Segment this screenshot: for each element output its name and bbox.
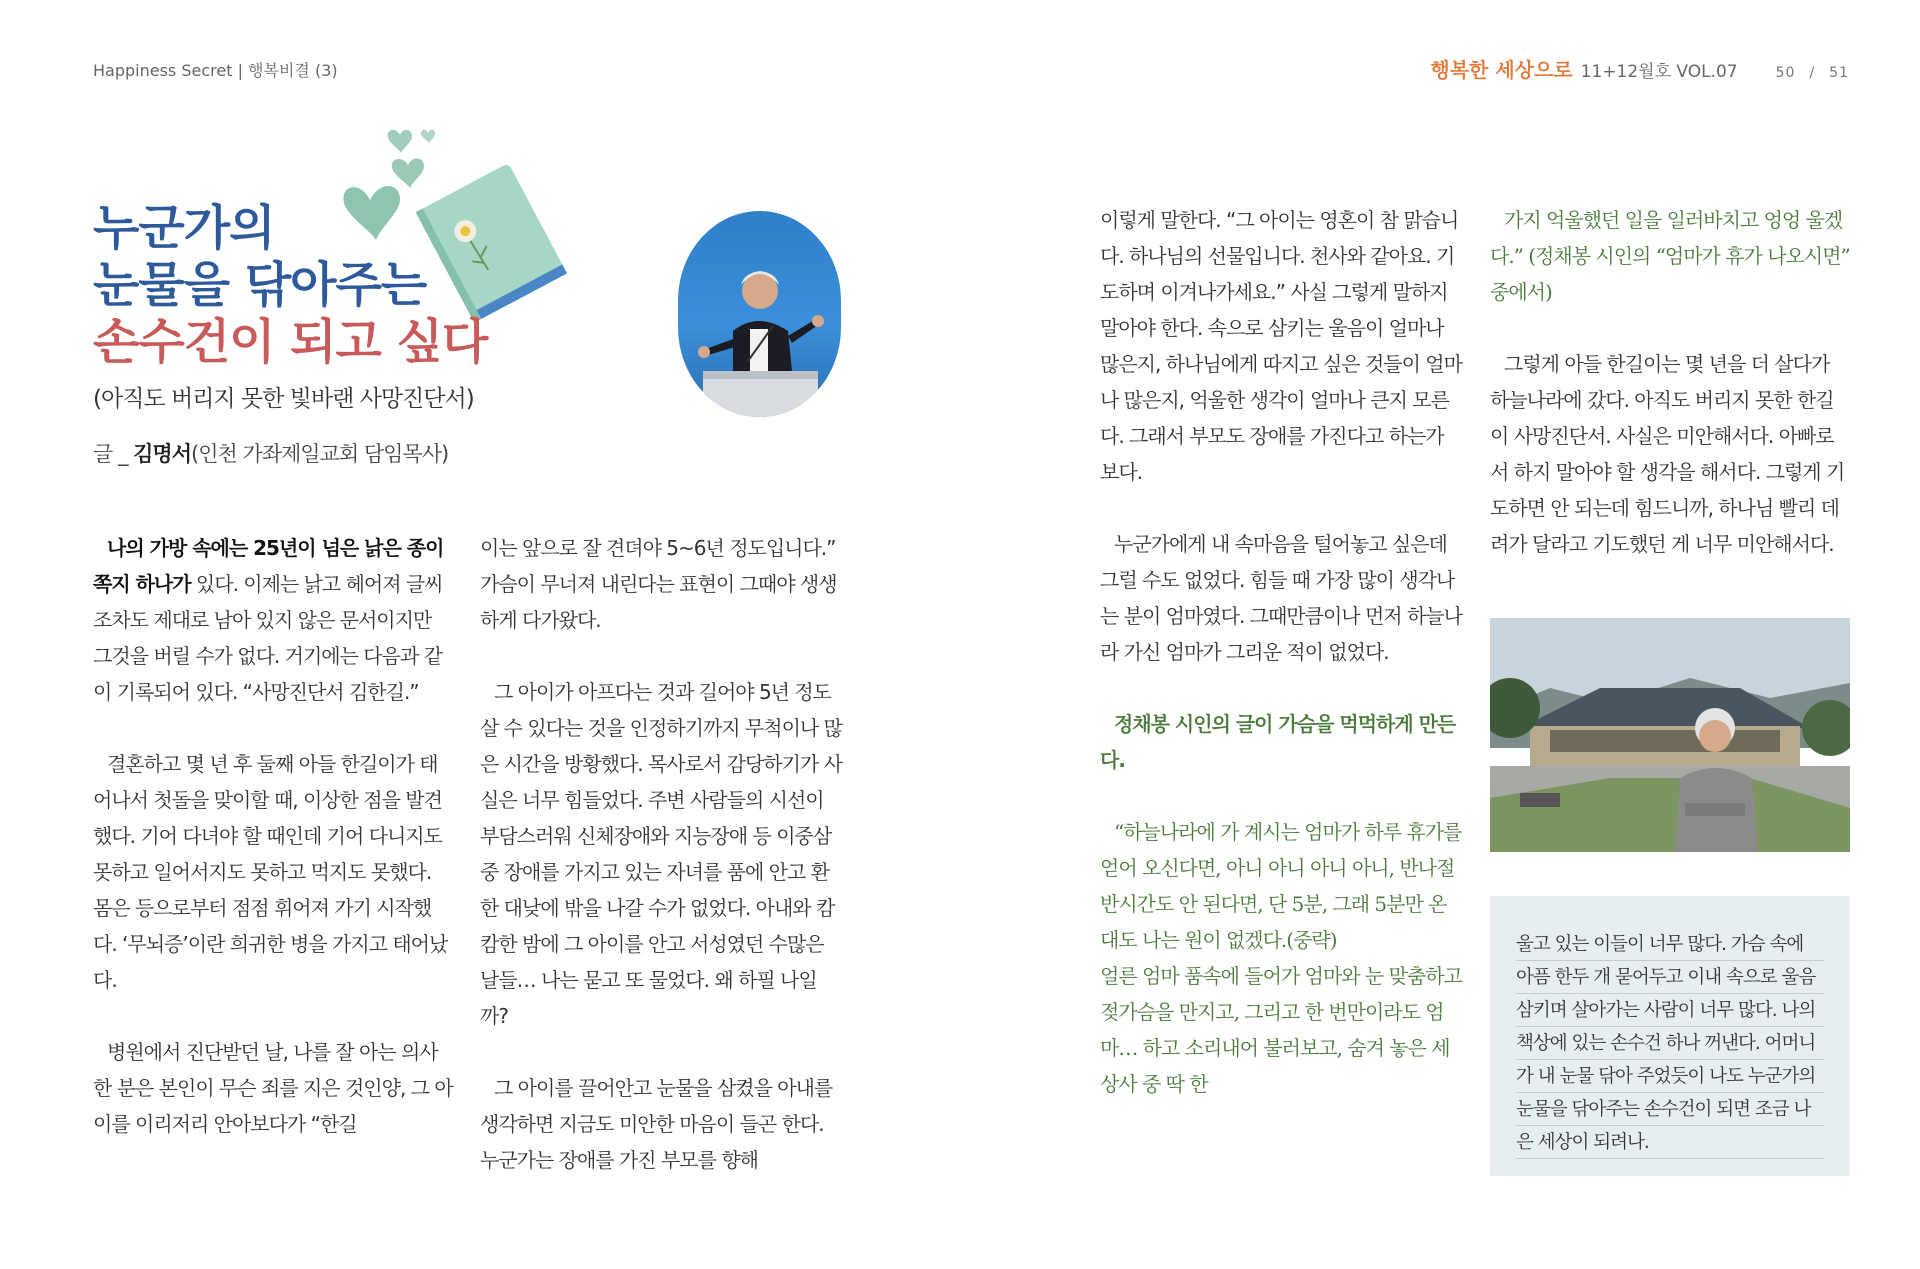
- paragraph-text: 있다. 이제는 낡고 헤어져 글씨조차도 제대로 남아 있지 않은 문서이지만 그것을 버릴 수가 없다. 거기에는 다음과 같이 기록되어 있다. “사망진단서 김한길.”: [93, 572, 443, 704]
- author-name: 김명서: [133, 442, 191, 466]
- title-line-1: 누군가의: [93, 200, 275, 256]
- paragraph: 누군가에게 내 속마음을 털어놓고 싶은데 그럴 수도 없었다. 힘들 때 가장 많이 생각나는 분이 엄마였다. 그때만큼이나 먼저 하늘나라 가신 엄마가 그리운 적이 없었다.: [1100, 532, 1462, 664]
- paragraph: 그렇게 아들 한길이는 몇 년을 더 살다가 하늘나라에 갔다. 아직도 버리지 못한 한길이 사망진단서. 사실은 미안해서다. 아빠로서 하지 말아야 할 생각을 해서다. 그렇게 기도하면 안 되는데 힘드니까, 하나님 빨리 데려가 달라고 기도했던 게 너무 미안해서다.: [1490, 352, 1845, 556]
- author-prefix: 글 _: [93, 442, 134, 466]
- page-number-left: 50: [1775, 65, 1796, 81]
- body-column-4: [1490, 202, 1850, 598]
- issue-label: 11+12월호 VOL.07: [1580, 62, 1738, 82]
- title-line-2: 눈물을 닦아주는: [93, 257, 427, 313]
- poem-quote-part-1: “하늘나라에 가 계시는 엄마가 하루 휴가를 얻어 오신다면, 아니 아니 아니 아니, 반나절 반시간도 안 된다면, 단 5분, 그래 5분만 온대도 나는 원이 없겠다.(중략): [1100, 820, 1462, 952]
- author-affiliation: (인천 가좌제일교회 담임목사): [191, 442, 449, 466]
- poem-quote-part-2: 얼른 엄마 품속에 들어가 엄마와 눈 맞춤하고 젖가슴을 만지고, 그리고 한 번만이라도 엄마… 하고 소리내어 불러보고, 숨겨 놓은 세상사 중 딱 한: [1100, 964, 1462, 1096]
- paragraph: [93, 530, 453, 710]
- magazine-name: [1430, 54, 1572, 83]
- page-numbers: [1776, 65, 1849, 81]
- poet-quote-intro: 정채봉 시인의 글이 가슴을 먹먹하게 만든다.: [1100, 712, 1456, 772]
- running-header-right: [1430, 54, 1849, 83]
- author-portrait-photo: [678, 211, 841, 417]
- page-number-right: 51: [1829, 65, 1849, 81]
- lead-sentence: 나의 가방 속에는 25년이 넘은 낡은 종이쪽지 하나가: [93, 536, 444, 596]
- page-separator: /: [1809, 65, 1816, 81]
- paragraph: 그 아이를 끌어안고 눈물을 삼켰을 아내를 생각하면 지금도 미안한 마음이 들곤 한다. 누군가는 장애를 가진 부모를 향해: [480, 1076, 833, 1172]
- author-line: [93, 438, 448, 468]
- paragraph: 이는 앞으로 잘 견뎌야 5~6년 정도입니다.” 가슴이 무너져 내린다는 표현이 그때야 생생하게 다가왔다.: [480, 536, 837, 632]
- poem-quote-part-3: 가지 억울했던 일을 일러바치고 엉엉 울겠다.” (정채봉 시인의 “엄마가 휴가 나오시면” 중에서): [1490, 208, 1850, 304]
- body-column-3: [1100, 202, 1462, 1138]
- paragraph: 결혼하고 몇 년 후 둘째 아들 한길이가 태어나서 첫돌을 맞이할 때, 이상한 점을 발견했다. 기어 다녀야 할 때인데 기어 다니지도 못하고 일어서지도 못하고 먹지도 못했다. 몸은 등으로부터 점점 휘어져 가기 시작했다. ‘무뇌증’이란 희귀한 병을 가지고 태어났다.: [93, 752, 448, 992]
- paragraph: 이렇게 말한다. “그 아이는 영혼이 참 맑습니다. 하나님의 선물입니다. 천사와 같아요. 기도하며 이겨나가세요.” 사실 그렇게 말하지 말아야 한다. 속으로 삼키는 울음이 얼마나 많은지, 하나님에게 따지고 싶은 것들이 얼마나 많은지, 억울한 생각이 얼마나 큰지 모른다. 그래서 부모도 장애를 가진다고 하는가 보다.: [1100, 208, 1462, 484]
- closing-note-text: 울고 있는 이들이 너무 많다. 가슴 속에 아픔 한두 개 묻어두고 이내 속으로 울음 삼키며 살아가는 사람이 너무 많다. 나의 책상에 있는 손수건 하나 꺼낸다. 어머니가 내 눈물 닦아 주었듯이 나도 누군가의 눈물을 닦아주는 손수건이 되면 조금 나은 세상이 되려나.: [1516, 928, 1824, 1159]
- body-column-1: [93, 530, 453, 1178]
- article-title: [93, 200, 487, 371]
- paragraph: 병원에서 진단받던 날, 나를 잘 아는 의사 한 분은 본인이 무슨 죄를 지은 것인양, 그 아이를 이리저리 안아보다가 “한길: [93, 1040, 453, 1136]
- paragraph: 그 아이가 아프다는 것과 길어야 5년 정도 살 수 있다는 것을 인정하기까지 무척이나 많은 시간을 방황했다. 목사로서 감당하기가 사실은 너무 힘들었다. 주변 사람들의 시선이 부담스러워 신체장애와 지능장애 등 이중삼중 장애를 가지고 있는 자녀를 품에 안고 환한 대낮에 밖을 나갈 수가 없었다. 아내와 캄캄한 밤에 그 아이를 안고 서성였던 수많은 날들… 나는 묻고 또 물었다. 왜 하필 나일까?: [480, 680, 842, 1028]
- closing-note-box: [1490, 896, 1850, 1176]
- title-line-3: 손수건이 되고 싶다: [93, 314, 488, 370]
- running-header-left: Happiness Secret | 행복비결 (3): [93, 61, 338, 80]
- magazine-name-first: 행복한: [1430, 58, 1489, 82]
- author-outdoor-photo: [1490, 618, 1850, 852]
- magazine-name-second: 세상으로: [1495, 58, 1573, 82]
- body-column-2: [480, 530, 842, 1214]
- article-subtitle: (아직도 버리지 못한 빛바랜 사망진단서): [93, 386, 474, 412]
